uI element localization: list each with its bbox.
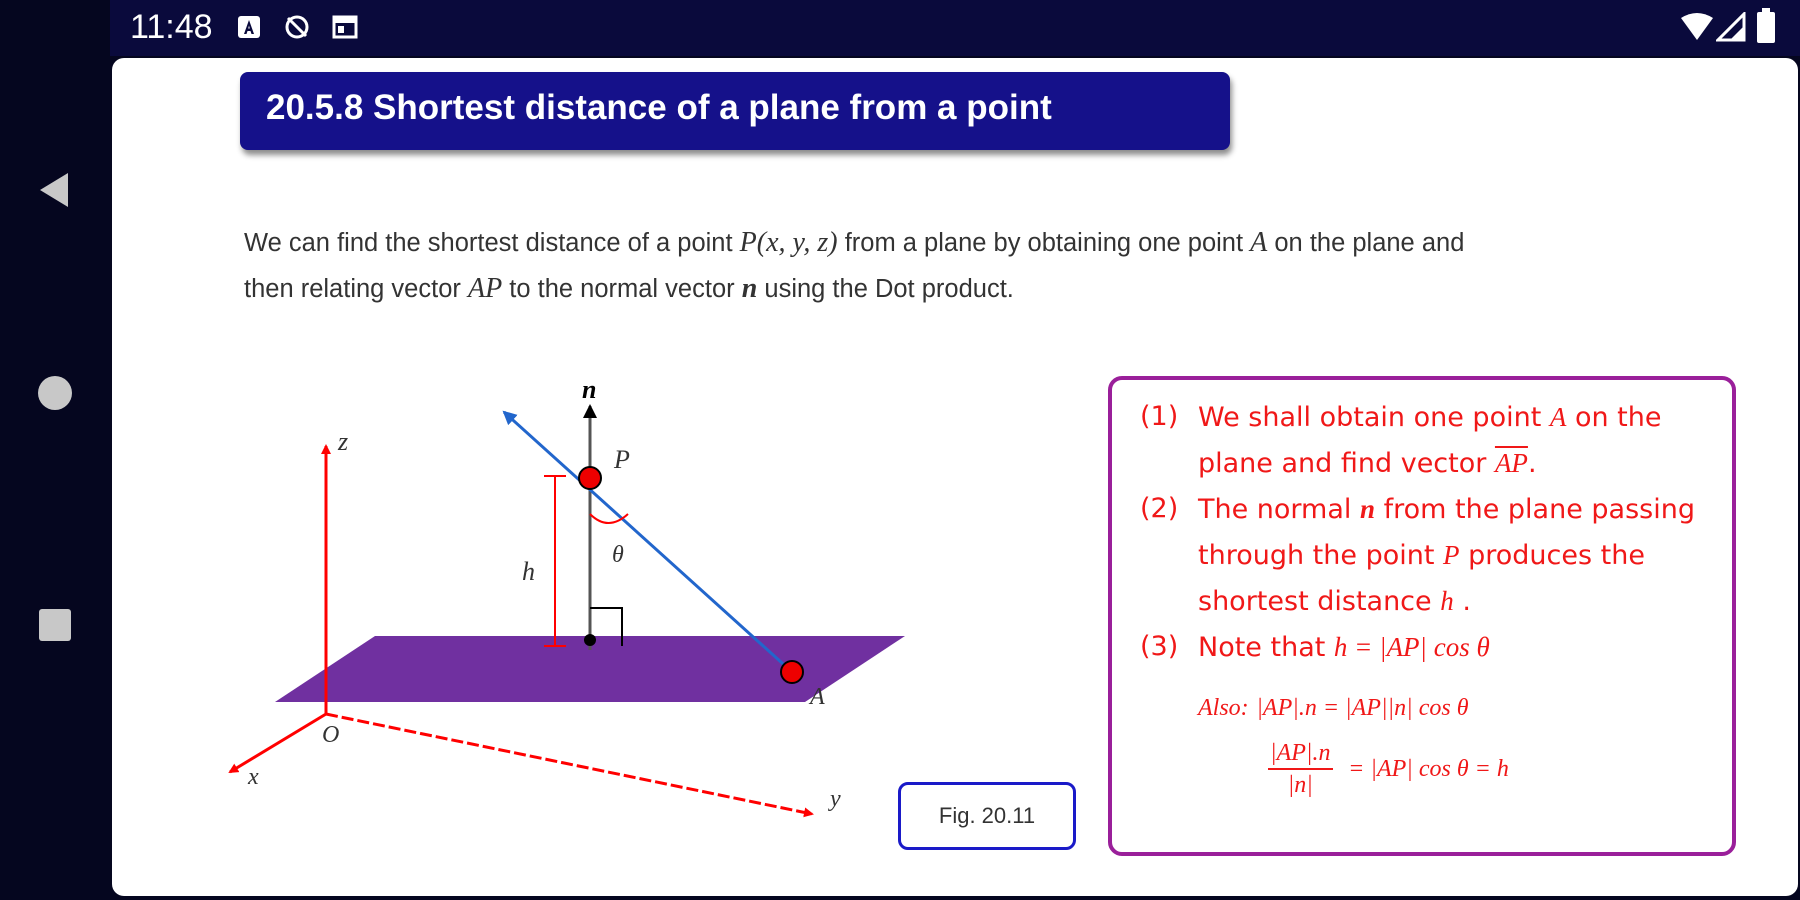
battery-icon	[1756, 8, 1776, 44]
label-n: n	[582, 375, 597, 404]
theta-arc	[590, 514, 628, 523]
note-text: plane and find vector	[1198, 448, 1495, 479]
y-axis	[326, 714, 812, 814]
status-time: 11:48	[130, 8, 213, 46]
notes-box	[1108, 376, 1736, 856]
intro-text: then relating vector	[244, 275, 468, 303]
note-vector-ap: $\overline{AP}$	[1494, 448, 1528, 478]
sync-off-icon	[284, 14, 310, 40]
intro-text: from a plane by obtaining one point	[837, 229, 1251, 257]
intro-text: on the plane and	[1267, 229, 1465, 257]
intro-text: to the normal vector	[502, 275, 742, 303]
title-banner	[240, 72, 1230, 150]
label-o: O	[322, 722, 340, 748]
note-1-line-2	[1140, 440, 1537, 486]
slide	[112, 58, 1798, 896]
note-text: Note that	[1198, 632, 1334, 663]
fraction-rhs: = |AP| cos θ = h	[1348, 756, 1509, 782]
note-number: (3)	[1140, 631, 1179, 662]
also-label: Also:	[1198, 695, 1249, 721]
label-z: z	[338, 427, 349, 456]
note-also-line	[1140, 684, 1469, 730]
back-icon[interactable]	[30, 165, 80, 215]
label-x: x	[248, 764, 259, 790]
status-bar	[110, 0, 1800, 56]
label-h: h	[522, 557, 535, 586]
point-a	[781, 661, 803, 683]
label-a: A	[810, 684, 825, 710]
note-text: from the plane passing	[1375, 494, 1695, 525]
note-math: h	[1440, 586, 1454, 616]
vector-ap-math: AP	[467, 273, 503, 304]
fraction-denominator: |n|	[1287, 772, 1313, 798]
recents-icon[interactable]	[30, 600, 80, 650]
note-number: (1)	[1140, 401, 1179, 432]
navigation-bar	[0, 0, 110, 900]
signal-icon	[1716, 12, 1746, 42]
intro-text: We can find the shortest distance of a point	[244, 229, 740, 257]
foot-point	[584, 634, 596, 646]
note-text: through the point	[1198, 540, 1444, 571]
wifi-icon	[1680, 12, 1714, 42]
note-1-line-1	[1140, 394, 1662, 440]
x-axis	[230, 714, 326, 772]
note-2-line-1	[1140, 486, 1695, 532]
home-icon[interactable]	[30, 368, 80, 418]
note-text: on the	[1566, 402, 1662, 433]
note-math: P	[1443, 540, 1460, 570]
window-icon	[332, 14, 358, 40]
note-text: .	[1527, 448, 1537, 479]
also-equation: |AP|.n = |AP||n| cos θ	[1256, 695, 1469, 721]
note-equation: h = |AP| cos θ	[1333, 632, 1490, 662]
note-text: .	[1453, 586, 1471, 617]
point-a-math: A	[1250, 227, 1268, 258]
point-p-math: P(x, y, z)	[739, 227, 838, 258]
note-text: produces the	[1459, 540, 1645, 571]
slide-title: 20.5.8 Shortest distance of a plane from a point	[266, 88, 1052, 127]
note-text: shortest distance	[1198, 586, 1441, 617]
label-theta: θ	[612, 542, 624, 568]
intro-text: using the Dot product.	[757, 275, 1014, 303]
note-math: n	[1360, 494, 1376, 524]
figure-label: Fig. 20.11	[898, 782, 1076, 850]
note-text: We shall obtain one point	[1198, 402, 1550, 433]
note-3-line-1	[1140, 624, 1490, 670]
note-2-line-2	[1140, 532, 1645, 578]
fraction-equation	[1268, 738, 1509, 800]
normal-vector-math: n	[741, 273, 758, 304]
note-text: The normal	[1198, 494, 1360, 525]
point-p	[579, 467, 601, 489]
label-y: y	[830, 786, 841, 812]
note-math: A	[1549, 402, 1567, 432]
fraction-numerator: |AP|.n	[1268, 738, 1333, 770]
note-number: (2)	[1140, 493, 1179, 524]
notification-a-icon	[236, 14, 262, 40]
intro-paragraph	[244, 220, 1694, 312]
vector-ap	[504, 412, 792, 672]
note-2-line-3	[1140, 578, 1471, 624]
label-p: P	[614, 445, 630, 474]
